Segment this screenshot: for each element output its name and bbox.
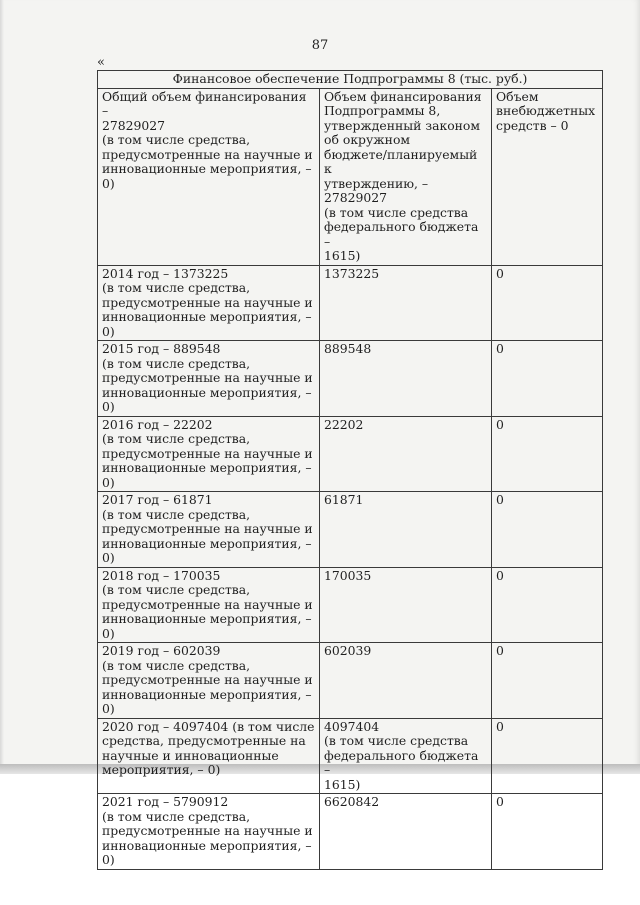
cell-approved-amount <box>320 643 492 719</box>
page-number: 87 <box>311 38 329 53</box>
cell-line: (в том числе средства <box>324 733 469 748</box>
cell-extrabudgetary <box>492 794 603 870</box>
cell-line: предусмотренные на научные и <box>102 823 313 838</box>
cell-line: (в том числе средства, <box>102 657 251 673</box>
cell-year-total <box>98 794 320 870</box>
table-row <box>98 416 603 492</box>
cell-line: 2020 год – 4097404 (в том числе <box>102 718 315 734</box>
table-row <box>98 794 603 870</box>
table-row <box>98 492 603 568</box>
cell-extrabudgetary <box>492 416 603 492</box>
cell-line: инновационные мероприятия, – 0) <box>102 535 312 565</box>
cell-approved-amount <box>320 492 492 568</box>
cell-year-total <box>98 265 320 341</box>
cell-line: 0 <box>496 794 504 809</box>
cell-extrabudgetary <box>492 492 603 568</box>
cell-line: средств – 0 <box>496 117 569 133</box>
cell-line: инновационные мероприятия, – 0) <box>102 161 312 191</box>
cell-extrabudgetary <box>492 341 603 417</box>
header-total-financing <box>98 88 320 265</box>
cell-line: предусмотренные на научные и <box>102 445 313 461</box>
cell-approved-amount <box>320 416 492 492</box>
cell-line: мероприятия, – 0) <box>102 762 221 777</box>
cell-extrabudgetary <box>492 718 603 794</box>
cell-line: (в том числе средства, <box>102 582 251 597</box>
cell-line: 0 <box>496 265 504 281</box>
cell-line: 0 <box>496 718 504 734</box>
cell-line: федерального бюджета – <box>324 219 479 249</box>
cell-line: (в том числе средства, <box>102 808 251 824</box>
cell-line: утвержденный законом <box>324 117 481 133</box>
cell-line: инновационные мероприятия, – 0) <box>102 686 312 716</box>
cell-line: 0 <box>496 643 504 658</box>
financing-table <box>97 70 603 870</box>
cell-line: утверждению, – <box>324 175 429 191</box>
cell-line: (в том числе средства, <box>102 280 251 295</box>
cell-line: федерального бюджета – <box>324 747 479 777</box>
opening-quote-mark: « <box>97 55 105 70</box>
cell-line: (в том числе средства, <box>102 431 251 446</box>
cell-line: 61871 <box>324 492 364 507</box>
cell-line: научные и инновационные <box>102 747 279 763</box>
cell-line: об окружном <box>324 132 411 147</box>
cell-line: 2014 год – 1373225 <box>102 265 229 281</box>
cell-line: (в том числе средства <box>324 204 469 220</box>
cell-approved-amount <box>320 718 492 794</box>
cell-line: 889548 <box>324 341 372 356</box>
cell-line: бюджете/планируемый к <box>324 146 478 176</box>
cell-line: инновационные мероприятия, – 0) <box>102 460 312 490</box>
cell-line: предусмотренные на научные и <box>102 672 313 687</box>
cell-line: 2021 год – 5790912 <box>102 794 229 809</box>
cell-year-total <box>98 718 320 794</box>
cell-extrabudgetary <box>492 567 603 643</box>
cell-line: Объем <box>496 88 539 104</box>
cell-line: 0 <box>496 492 504 507</box>
cell-line: инновационные мероприятия, – 0) <box>102 837 312 867</box>
cell-line: Подпрограммы 8, <box>324 103 441 118</box>
cell-line: Общий объем финансирования – <box>102 88 307 118</box>
cell-approved-amount <box>320 341 492 417</box>
table-header-row <box>98 88 603 265</box>
cell-approved-amount <box>320 794 492 870</box>
cell-year-total <box>98 643 320 719</box>
cell-line: 6620842 <box>324 794 380 809</box>
cell-line: 1615) <box>324 776 361 792</box>
cell-line: (в том числе средства, <box>102 132 251 147</box>
table-body <box>98 265 603 869</box>
cell-line: 0 <box>496 416 504 432</box>
cell-extrabudgetary <box>492 643 603 719</box>
cell-line: 2016 год – 22202 <box>102 416 213 432</box>
table-row <box>98 567 603 643</box>
cell-line: 27829027 <box>324 190 388 205</box>
cell-year-total <box>98 416 320 492</box>
cell-line: (в том числе средства, <box>102 355 251 371</box>
cell-line: инновационные мероприятия, – 0) <box>102 611 312 641</box>
cell-line: инновационные мероприятия, – 0) <box>102 309 312 339</box>
header-approved-financing <box>320 88 492 265</box>
cell-year-total <box>98 341 320 417</box>
cell-year-total <box>98 492 320 568</box>
cell-line: 2017 год – 61871 <box>102 492 213 507</box>
cell-line: Объем финансирования <box>324 88 482 104</box>
cell-line: средства, предусмотренные на <box>102 733 306 748</box>
cell-line: 4097404 <box>324 718 380 734</box>
table-row <box>98 341 603 417</box>
cell-line: 1373225 <box>324 265 380 281</box>
cell-line: предусмотренные на научные и <box>102 596 313 612</box>
cell-line: предусмотренные на научные и <box>102 370 313 385</box>
cell-line: 0 <box>496 341 504 356</box>
cell-line: 22202 <box>324 416 364 432</box>
cell-line: (в том числе средства, <box>102 506 251 522</box>
table-row <box>98 718 603 794</box>
cell-extrabudgetary <box>492 265 603 341</box>
cell-line: инновационные мероприятия, – 0) <box>102 384 312 414</box>
cell-line: 1615) <box>324 248 361 263</box>
table-caption: Финансовое обеспечение Подпрограммы 8 (тыс. руб.) <box>98 71 603 89</box>
cell-line: 170035 <box>324 567 372 583</box>
cell-approved-amount <box>320 567 492 643</box>
cell-line: 2018 год – 170035 <box>102 567 221 583</box>
header-extrabudgetary <box>492 88 603 265</box>
cell-line: предусмотренные на научные и <box>102 294 313 310</box>
cell-approved-amount <box>320 265 492 341</box>
cell-line: внебюджетных <box>496 103 596 118</box>
cell-line: предусмотренные на научные и <box>102 521 313 536</box>
cell-year-total <box>98 567 320 643</box>
cell-line: 602039 <box>324 643 372 658</box>
cell-line: 0 <box>496 567 504 583</box>
cell-line: 27829027 <box>102 117 166 133</box>
cell-line: 2019 год – 602039 <box>102 643 221 658</box>
table-row <box>98 643 603 719</box>
cell-line: предусмотренные на научные и <box>102 146 313 162</box>
table-row <box>98 265 603 341</box>
scan-left-edge <box>0 0 4 770</box>
cell-line: 2015 год – 889548 <box>102 341 221 356</box>
